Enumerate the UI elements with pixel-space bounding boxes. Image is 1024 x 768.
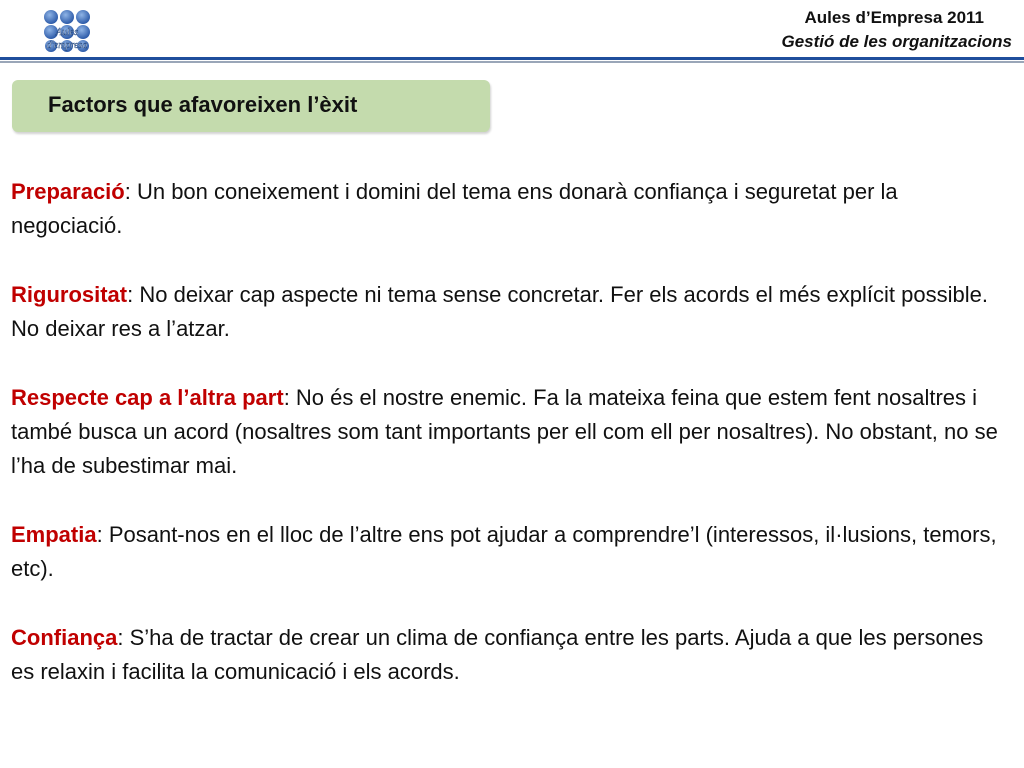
factor-description: : S’ha de tractar de crear un clima de confiança entre les parts. Ajuda a que les persones es relaxin i facilita la comunicació i els acords. xyxy=(11,625,984,684)
svg-text:d'empresa: d'empresa xyxy=(46,40,88,51)
svg-text:Aules: Aules xyxy=(55,27,79,38)
factor-term: Respecte cap a l’altra part xyxy=(11,385,284,410)
factor-term: Preparació xyxy=(11,179,125,204)
factor-description: : Un bon coneixement i domini del tema ens donarà confiança i seguretat per la negociació. xyxy=(11,179,898,238)
factor-term: Empatia xyxy=(11,522,97,547)
course-subtitle: Gestió de les organitzacions xyxy=(781,32,1012,51)
factor-paragraph xyxy=(11,278,1011,346)
aules-empresa-logo xyxy=(36,8,98,54)
slide-header xyxy=(0,0,1024,66)
factor-description: : No és el nostre enemic. Fa la mateixa feina que estem fent nosaltres i també busca un acord (nosaltres som tant importants per ell com ell per nosaltres). No obstant, no se l’ha de subestimar mai. xyxy=(11,385,998,478)
factor-description: : Posant-nos en el lloc de l’altre ens pot ajudar a comprendre’l (interessos, il·lusions, temors, etc). xyxy=(11,522,997,581)
factor-term: Rigurositat xyxy=(11,282,128,307)
course-title: Aules d’Empresa 2011 xyxy=(804,8,984,27)
factor-paragraph xyxy=(11,621,1011,689)
factor-paragraph xyxy=(11,518,1011,586)
header-divider xyxy=(0,57,1024,60)
section-title: Factors que afavoreixen l’èxit xyxy=(48,92,358,117)
factors-list xyxy=(11,175,1011,724)
factor-paragraph xyxy=(11,381,1011,483)
header-divider-shadow xyxy=(0,61,1024,63)
factor-description: : No deixar cap aspecte ni tema sense concretar. Fer els acords el més explícit possible. No deixar res a l’atzar. xyxy=(11,282,988,341)
factor-term: Confiança xyxy=(11,625,118,650)
factor-paragraph xyxy=(11,175,1011,243)
